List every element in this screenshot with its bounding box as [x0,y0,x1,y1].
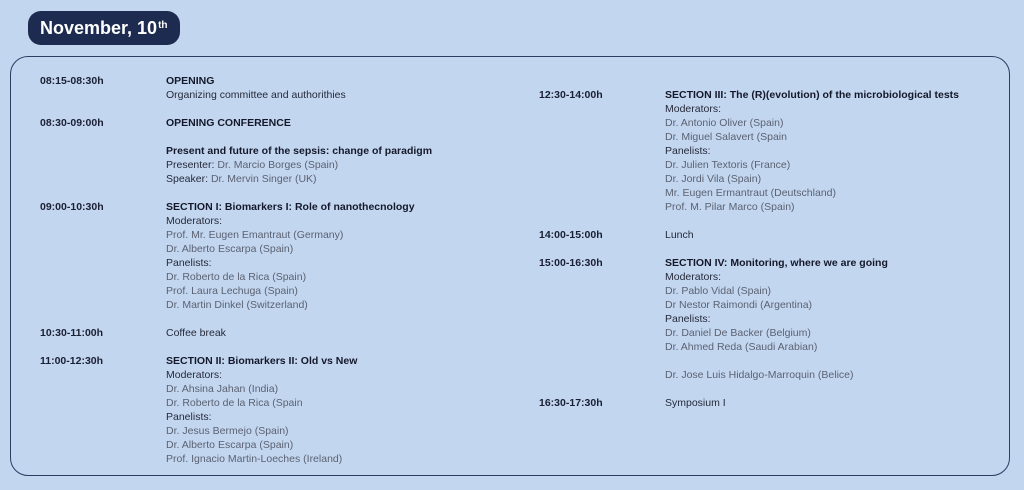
schedule-entry-section-4 [539,256,1009,382]
entry-title: SECTION I: Biomarkers I: Role of nanothecnology [166,201,415,213]
moderator-name: Dr. Alberto Escarpa (Spain) [166,243,294,255]
presenter-line [166,158,510,172]
entry-title: OPENING CONFERENCE [166,117,291,129]
entry-text: Lunch [665,229,694,241]
panelist-name: Prof. Ignacio Martin-Loeches (Ireland) [166,453,343,465]
entry-title: SECTION III: The (R)(evolution) of the microbiological tests [665,89,960,101]
entry-text: Organizing committee and authorithies [166,89,346,101]
panelist-name: Dr. Roberto de la Rica (Spain) [166,271,307,283]
moderators-label: Moderators: [166,369,223,381]
schedule-right-column [539,88,1009,410]
moderator-name: Dr. Miguel Salavert (Spain [665,131,787,143]
entry-time: 16:30-17:30h [539,397,603,409]
entry-title: SECTION II: Biomarkers II: Old vs New [166,355,358,367]
panelist-name: Dr. Alberto Escarpa (Spain) [166,439,294,451]
panelist-name: Dr. Ahmed Reda (Saudi Arabian) [665,341,818,353]
panelist-name: Prof. M. Pilar Marco (Spain) [665,201,795,213]
schedule-entry-opening-conference [40,116,510,186]
panelist-name: Dr. Julien Textoris (France) [665,159,791,171]
speaker-label: Speaker: [166,173,209,185]
schedule-entry-symposium [539,396,1009,410]
moderator-name: Dr. Roberto de la Rica (Spain [166,397,303,409]
moderator-name: Prof. Mr. Eugen Emantraut (Germany) [166,229,344,241]
speaker-line [166,172,510,186]
schedule-entry-section-2 [40,354,510,466]
panelists-label: Panelists: [665,145,711,157]
panelist-name: Dr. Jesus Bermejo (Spain) [166,425,289,437]
panelist-name: Dr. Jose Luis Hidalgo-Marroquin (Belice) [665,369,854,381]
schedule-entry-section-3 [539,88,1009,214]
speaker-name: Dr. Mervin Singer (UK) [210,173,317,185]
entry-time: 10:30-11:00h [40,327,104,339]
date-suffix: th [158,19,168,31]
moderators-label: Moderators: [665,271,722,283]
schedule-entry-coffee-break [40,326,510,340]
entry-title: SECTION IV: Monitoring, where we are going [665,257,888,269]
panelists-label: Panelists: [166,257,212,269]
panelist-name: Dr. Jordi Vila (Spain) [665,173,762,185]
panelist-name: Prof. Laura Lechuga (Spain) [166,285,298,297]
panelist-name: Dr. Daniel De Backer (Belgium) [665,327,811,339]
entry-text: Symposium I [665,397,726,409]
schedule-entry-opening [40,74,510,102]
presenter-label: Presenter: [166,159,215,171]
schedule-left-column [40,74,510,466]
moderator-name: Dr. Antonio Oliver (Spain) [665,117,784,129]
panelists-label: Panelists: [665,313,711,325]
date-header [28,11,180,45]
schedule-entry-lunch [539,228,1009,242]
entry-time: 11:00-12:30h [40,355,104,367]
entry-time: 09:00-10:30h [40,201,104,213]
panelist-name: Mr. Eugen Ermantraut (Deutschland) [665,187,836,199]
date-main: November, 10 [40,17,158,38]
moderator-name: Dr. Pablo Vidal (Spain) [665,285,772,297]
entry-time: 14:00-15:00h [539,229,603,241]
moderators-label: Moderators: [665,103,722,115]
entry-subtitle: Present and future of the sepsis: change of paradigm [166,145,433,157]
moderator-name: Dr. Ahsina Jahan (India) [166,383,279,395]
presenter-name: Dr. Marcio Borges (Spain) [217,159,339,171]
panelist-name: Dr. Martin Dinkel (Switzerland) [166,299,308,311]
entry-time: 08:15-08:30h [40,75,104,87]
panelists-label: Panelists: [166,411,212,423]
entry-text: Coffee break [166,327,226,339]
entry-title: OPENING [166,75,215,87]
moderator-name: Dr Nestor Raimondi (Argentina) [665,299,813,311]
schedule-entry-section-1 [40,200,510,312]
entry-time: 08:30-09:00h [40,117,104,129]
moderators-label: Moderators: [166,215,223,227]
entry-time: 12:30-14:00h [539,89,603,101]
entry-time: 15:00-16:30h [539,257,603,269]
